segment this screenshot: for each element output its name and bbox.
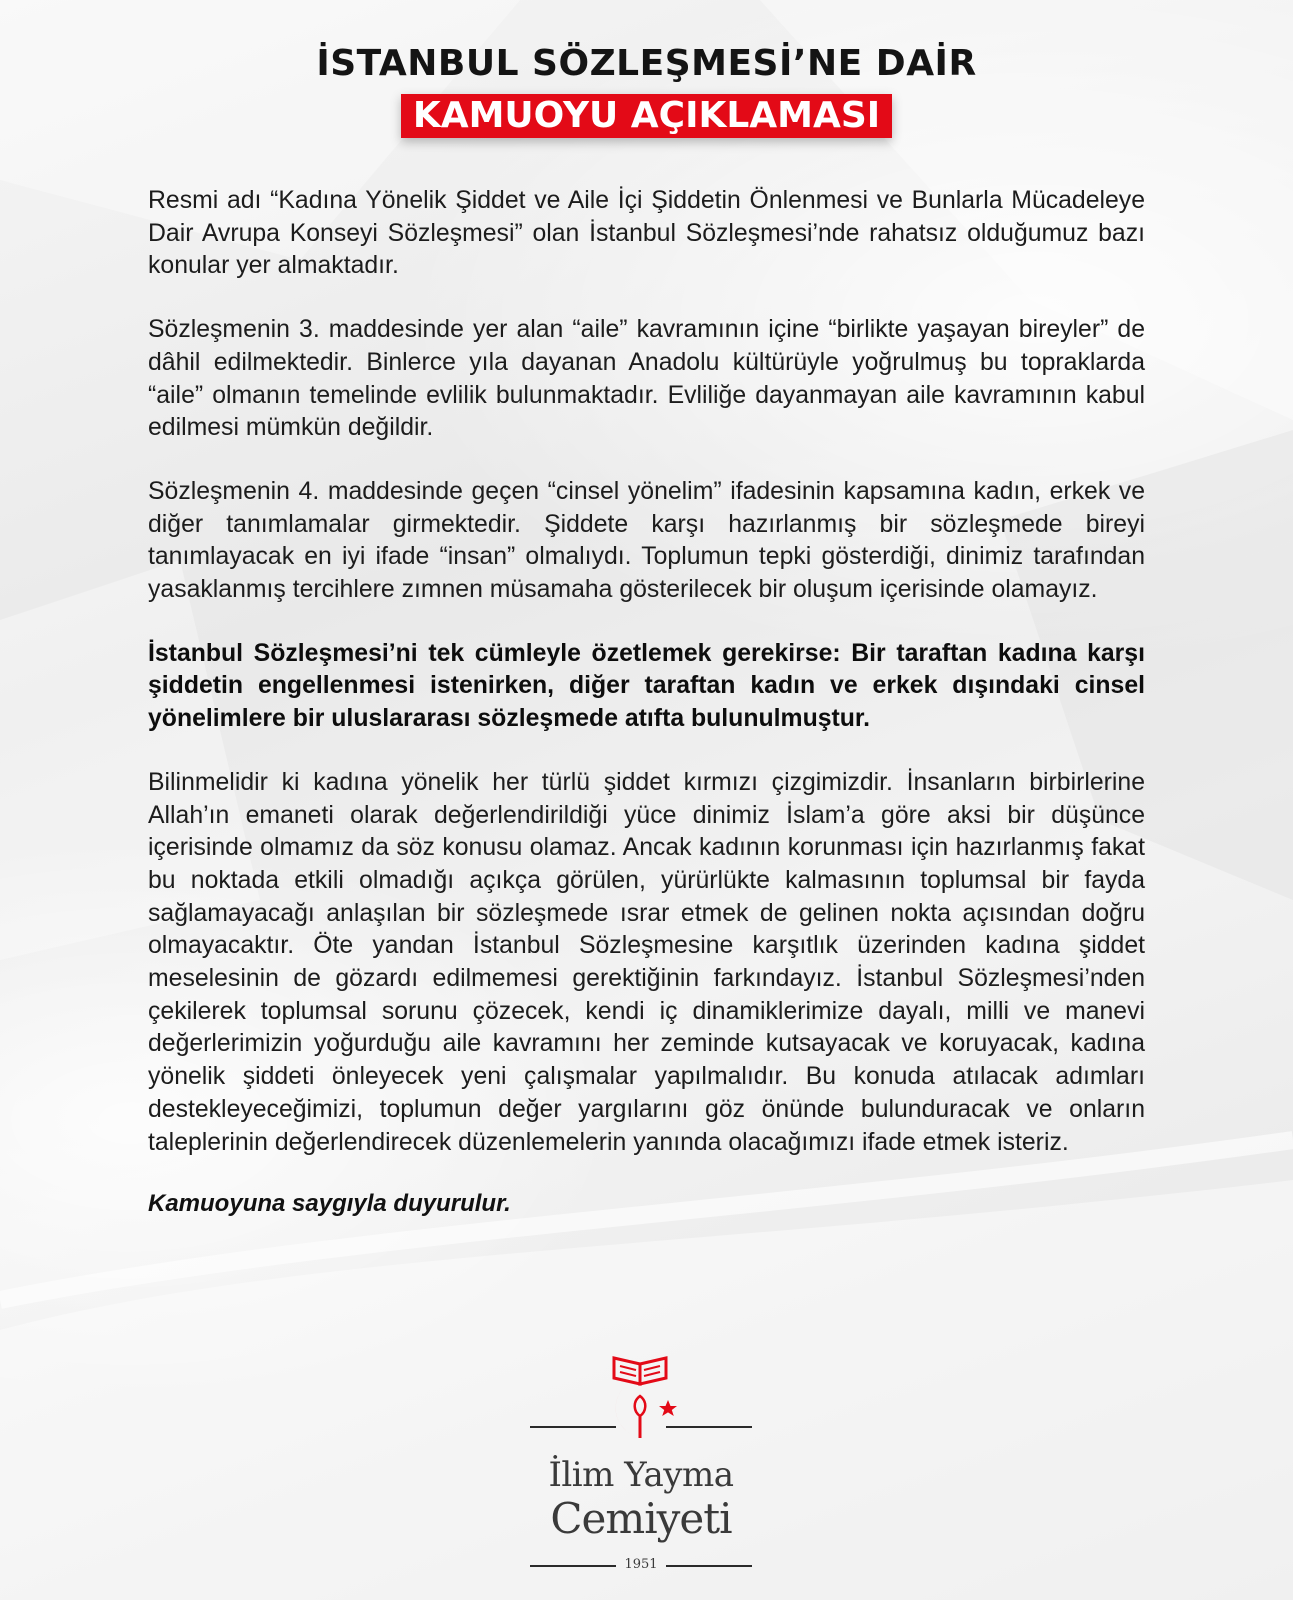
paragraph-1: Resmi adı “Kadına Yönelik Şiddet ve Aile İçi Şiddetin Önlenmesi ve Bunlarla Mücadeleye Dair Avrupa Konseyi Sözleşmesi” olan İstanbul Sözleşmesi’nde rahatsız olduğumuz bazı konular yer almaktadır. [148, 187, 1145, 280]
closing-line: Kamuoyuna saygıyla duyurulur. [148, 1190, 511, 1218]
page-title: İSTANBUL SÖZLEŞMESİ’NE DAİR [316, 43, 977, 84]
organization-logo [530, 1350, 752, 1590]
logo-name-line2: Cemiyeti [550, 1494, 732, 1543]
logo-top-rule-right [666, 1426, 752, 1428]
paragraph-summary-bold: İstanbul Sözleşmesi’ni tek cümleyle özetlemek gerekirse: Bir taraftan kadına karşı şiddetin engellenmesi istenirken, diğer taraftan kadın ve erkek dışındaki cinsel yönelimlere bir uluslararası sözleşmede atıfta bulunulmuştur. [148, 639, 1145, 733]
paragraph-5: Bilinmelidir ki kadına yönelik her türlü şiddet kırmızı çizgimizdir. İnsanların birbirlerine Allah’ın emaneti olarak değerlendirildiği yüce dinimiz İslam’a göre aksi bir düşünce içerisinde olmamız da söz konusu olamaz. Ancak kadının korunması için hazırlanmış fakat bu noktada etkili olmadığı açıkça görülen, yürürlükte kalmasının toplumsal bir fayda sağlamayacağı anlaşılan bir sözleşmede ısrar etmek de gelinen nokta açısından doğru olmayacaktır. Öte yandan İstanbul Sözleşmesine karşıtlık üzerinden kadına şiddet meselesinin de gözardı edilmemesi gerektiğinin farkındayız. İstanbul Sözleşmesi’nden çekilerek toplumsal sorunu çözecek, kendi iç dinamiklerimize dayalı, milli ve manevi değerlerimizin yoğurduğu aile kavramını her zeminde kutsayacak ve koruyacak, kadına yönelik şiddeti önleyecek yeni çalışmalar yapılmalıdır. Bu konuda atılacak adımları destekleyeceğimizi, toplumun değer yargılarını göz önünde bulunduracak ve onların taleplerinin değerlendirecek düzenlemelerin yanında olacağımızı ifade etmek isteriz. [148, 768, 1145, 1156]
page-header [0, 42, 1293, 138]
book-crescent-star-icon [596, 1350, 686, 1450]
logo-year: 1951 [624, 1557, 658, 1572]
statement-body [148, 185, 1145, 1218]
paragraph-3: Sözleşmenin 4. maddesinde geçen “cinsel yönelim” ifadesinin kapsamına kadın, erkek ve diğer tanımlamalar girmektedir. Şiddete karşı hazırlanmış bir sözleşmede bireyi tanımlayacak en iyi ifade “insan” olmalıydı. Toplumun tepki gösterdiği, dinimiz tarafından yasaklanmış tercihlere zımnen müsamaha gösterilecek bir oluşum içerisinde olamayız. [148, 477, 1145, 604]
page-subtitle-banner: KAMUOYU AÇIKLAMASI [401, 94, 892, 138]
logo-top-rule-left [530, 1426, 616, 1428]
logo-name-line1: İlim Yayma [548, 1455, 734, 1495]
paragraph-2: Sözleşmenin 3. maddesinde yer alan “aile” kavramının içine “birlikte yaşayan bireyler” de dâhil edilmektedir. Binlerce yıla dayanan Anadolu kültürüyle yoğrulmuş bu topraklarda “aile” olmanın temelinde evlilik bulunmaktadır. Evliliğe dayanmayan aile kavramının kabul edilmesi mümkün değildir. [148, 316, 1145, 442]
logo-bottom-rule-right [666, 1565, 752, 1567]
